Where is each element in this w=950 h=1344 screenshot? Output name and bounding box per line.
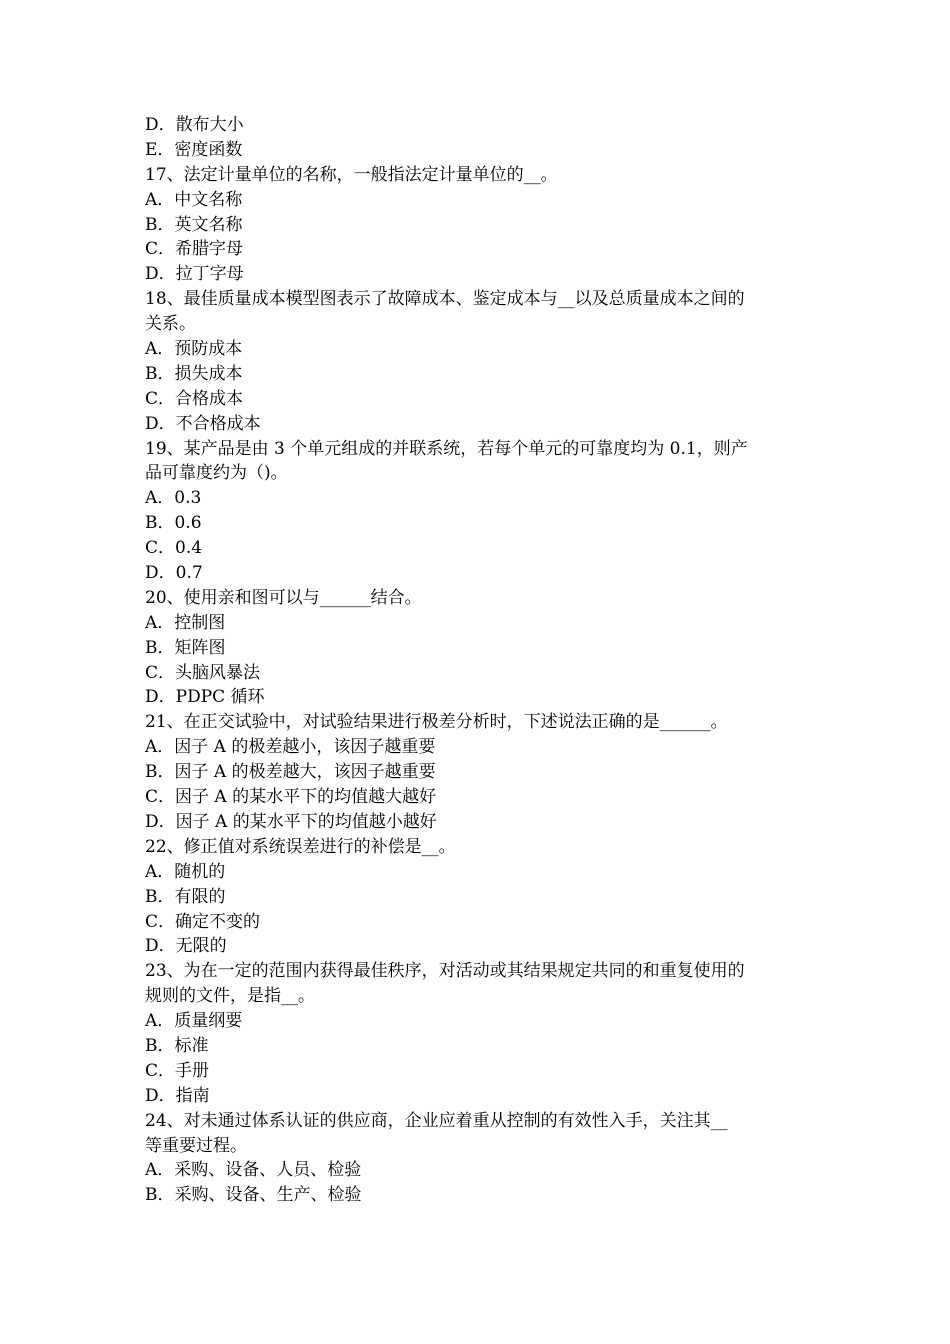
- answer-option: D．不合格成本: [145, 413, 261, 434]
- answer-option: C．手册: [145, 1060, 210, 1081]
- answer-option: C．头脑风暴法: [145, 662, 261, 683]
- answer-option: A．采购、设备、人员、检验: [145, 1160, 362, 1181]
- answer-option: A．中文名称: [145, 189, 243, 210]
- answer-option: A．因子 A 的极差越小，该因子越重要: [145, 737, 436, 758]
- question-text-continued: 等重要过程。: [145, 1135, 247, 1156]
- answer-option: D．指南: [145, 1085, 210, 1106]
- answer-option: A．随机的: [145, 861, 226, 882]
- answer-option: B．矩阵图: [145, 637, 226, 658]
- answer-option: D．因子 A 的某水平下的均值越小越好: [145, 811, 437, 832]
- answer-option: C．确定不变的: [145, 911, 261, 932]
- answer-option: A．0.3: [145, 488, 202, 509]
- answer-option: A．控制图: [145, 612, 226, 633]
- answer-option: B．损失成本: [145, 363, 243, 384]
- answer-option: B．0.6: [145, 513, 202, 534]
- question-text: 18、最佳质量成本模型图表示了故障成本、鉴定成本与__以及总质量成本之间的: [145, 289, 745, 310]
- answer-option: D．PDPC 循环: [145, 687, 265, 708]
- document-body: [145, 113, 810, 1208]
- answer-option: B．有限的: [145, 886, 226, 907]
- answer-option: C．因子 A 的某水平下的均值越大越好: [145, 787, 437, 808]
- answer-option: B．标准: [145, 1035, 209, 1056]
- answer-option: C．0.4: [145, 538, 203, 559]
- answer-option: B．采购、设备、生产、检验: [145, 1185, 362, 1206]
- question-text: 24、对未通过体系认证的供应商，企业应着重从控制的有效性入手，关注其__: [145, 1110, 728, 1131]
- answer-option: B．因子 A 的极差越大，该因子越重要: [145, 762, 436, 783]
- answer-option: D．0.7: [145, 563, 203, 584]
- answer-option: C．合格成本: [145, 388, 244, 409]
- answer-option: D．散布大小: [145, 115, 244, 135]
- answer-option: B．英文名称: [145, 214, 243, 235]
- question-text: 19、某产品是由 3 个单元组成的并联系统，若每个单元的可靠度均为 0.1，则产: [145, 438, 748, 459]
- question-text: 20、使用亲和图可以与______结合。: [145, 587, 422, 608]
- question-text-continued: 品可靠度约为（)。: [145, 463, 288, 484]
- question-text: 21、在正交试验中，对试验结果进行极差分析时，下述说法正确的是______。: [145, 712, 728, 733]
- answer-option: D．拉丁字母: [145, 264, 244, 285]
- question-text: 17、法定计量单位的名称，一般指法定计量单位的__。: [145, 164, 558, 185]
- question-text: 22、修正值对系统误差进行的补偿是__。: [145, 836, 456, 857]
- question-text: 23、为在一定的范围内获得最佳秩序，对活动或其结果规定共同的和重复使用的: [145, 961, 745, 982]
- question-text-continued: 规则的文件，是指__。: [145, 986, 315, 1007]
- answer-option: A．质量纲要: [145, 1011, 243, 1032]
- answer-option: C．希腊字母: [145, 239, 244, 260]
- answer-option: D．无限的: [145, 936, 227, 957]
- answer-option: E．密度函数: [145, 139, 243, 160]
- answer-option: A．预防成本: [145, 339, 243, 360]
- question-text-continued: 关系。: [145, 314, 196, 335]
